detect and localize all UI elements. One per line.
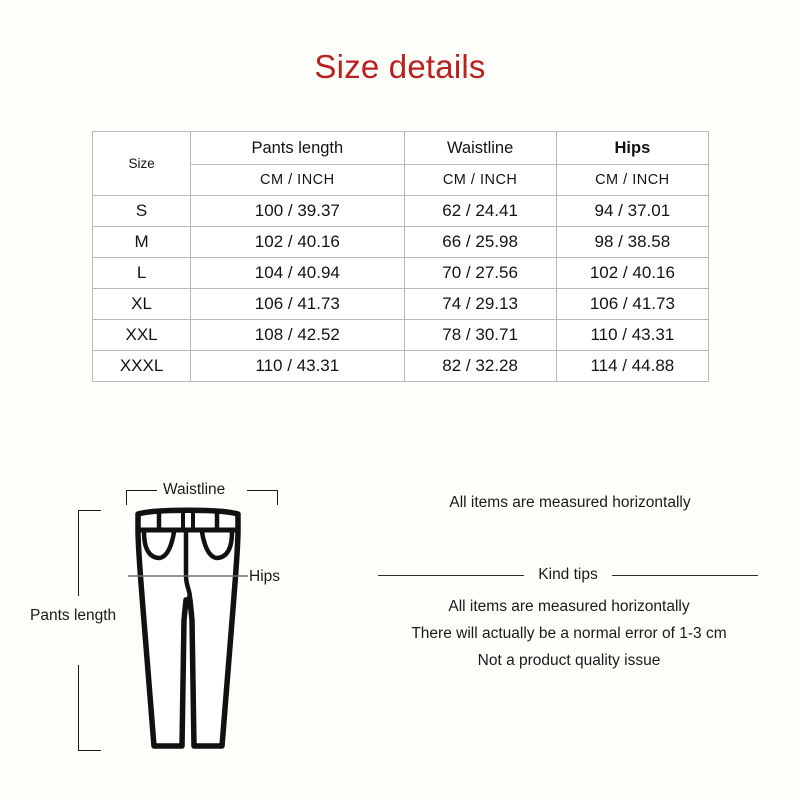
cell-hips: 94 / 37.01: [556, 196, 708, 227]
cell-size: XXL: [93, 320, 191, 351]
cell-waistline: 70 / 27.56: [404, 258, 556, 289]
cell-pants-length: 108 / 42.52: [191, 320, 404, 351]
unit-header-hips: CM / INCH: [556, 165, 708, 196]
cell-pants-length: 110 / 43.31: [191, 351, 404, 382]
cell-pants-length: 106 / 41.73: [191, 289, 404, 320]
cell-waistline: 74 / 29.13: [404, 289, 556, 320]
size-details-table: [92, 131, 709, 382]
unit-header-waistline: CM / INCH: [404, 165, 556, 196]
column-header-waistline: Waistline: [404, 132, 556, 165]
cell-hips: 98 / 38.58: [556, 227, 708, 258]
cell-pants-length: 104 / 40.94: [191, 258, 404, 289]
cell-pants-length: 102 / 40.16: [191, 227, 404, 258]
tip-line-1: All items are measured horizontally: [448, 598, 690, 615]
waistline-bracket-right: [247, 490, 278, 505]
cell-size: XL: [93, 289, 191, 320]
table-header-row-main: [93, 132, 709, 165]
cell-hips: 102 / 40.16: [556, 258, 708, 289]
pants-length-label: Pants length: [30, 607, 117, 624]
unit-header-pants-length: CM / INCH: [191, 165, 404, 196]
cell-size: XXXL: [93, 351, 191, 382]
tip-line-2: There will actually be a normal error of 1-3 cm: [411, 625, 727, 642]
hips-label: Hips: [249, 568, 281, 585]
cell-waistline: 66 / 25.98: [404, 227, 556, 258]
cell-hips: 114 / 44.88: [556, 351, 708, 382]
cell-size: L: [93, 258, 191, 289]
cell-waistline: 78 / 30.71: [404, 320, 556, 351]
divider-rule-left: [378, 575, 524, 576]
kind-tips-label: Kind tips: [538, 566, 598, 583]
tip-line-3: Not a product quality issue: [477, 652, 661, 669]
cell-size: S: [93, 196, 191, 227]
cell-hips: 106 / 41.73: [556, 289, 708, 320]
pants-illustration-icon: [128, 500, 248, 750]
page-title: Size details: [314, 48, 486, 85]
cell-waistline: 62 / 24.41: [404, 196, 556, 227]
pants-length-bracket-bottom: [78, 665, 101, 751]
cell-size: M: [93, 227, 191, 258]
table-row: [93, 289, 709, 320]
table-row: [93, 320, 709, 351]
note-measured-horizontally: All items are measured horizontally: [449, 494, 691, 511]
kind-tips-divider: [378, 566, 758, 584]
table-row: [93, 258, 709, 289]
pants-length-bracket-top: [78, 510, 101, 596]
cell-waistline: 82 / 32.28: [404, 351, 556, 382]
waistline-label: Waistline: [163, 481, 226, 498]
cell-pants-length: 100 / 39.37: [191, 196, 404, 227]
column-header-pants-length: Pants length: [191, 132, 404, 165]
column-header-size: Size: [93, 132, 191, 196]
divider-rule-right: [612, 575, 758, 576]
table-row: [93, 351, 709, 382]
column-header-hips: Hips: [556, 132, 708, 165]
table-row: [93, 227, 709, 258]
table-row: [93, 196, 709, 227]
kind-tips-body: [378, 593, 760, 674]
cell-hips: 110 / 43.31: [556, 320, 708, 351]
